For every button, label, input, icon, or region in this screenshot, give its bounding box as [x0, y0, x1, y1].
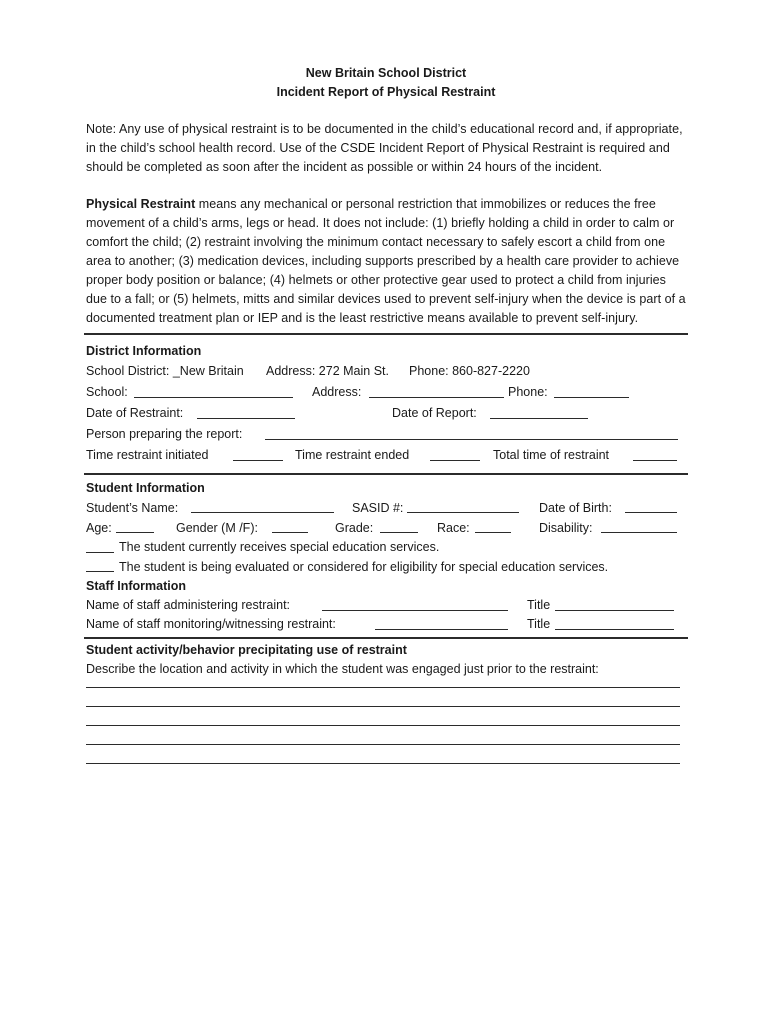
time-row [86, 445, 686, 466]
sped-eval-row [86, 557, 686, 577]
date-report-label: Date of Report: [392, 406, 477, 420]
activity-heading: Student activity/behavior precipitating use of restraint [86, 643, 407, 657]
activity-prompt: Describe the location and activity in which the student was engaged just prior to the restraint: [86, 662, 599, 676]
section-divider [84, 333, 688, 335]
preparer-field[interactable] [265, 426, 678, 440]
activity-answer-line[interactable] [86, 706, 680, 707]
district-heading: District Information [86, 344, 202, 358]
total-time-field[interactable] [633, 447, 677, 461]
school-row [86, 382, 686, 403]
sped-eval-checkbox[interactable] [86, 558, 114, 572]
staff-monitor-title-field[interactable] [555, 616, 674, 630]
activity-answer-line[interactable] [86, 725, 680, 726]
staff-admin-label: Name of staff administering restraint: [86, 598, 291, 612]
dob-field[interactable] [625, 499, 677, 513]
student-name-row [86, 498, 686, 518]
staff-heading: Staff Information [86, 579, 186, 593]
race-field[interactable] [475, 519, 511, 533]
note-paragraph: Note: Any use of physical restraint is to be documented in the child’s educational record and, if appropriate, in the child’s school health record. Use of the CSDE Incident Report of Physical Restraint is required and should be completed as soon after the incident as possible or within 24 hours of the incident. [86, 122, 683, 174]
activity-prompt-row [86, 660, 686, 679]
school-phone-field[interactable] [554, 384, 629, 398]
district-phone-label: Phone: 860-827-2220 [409, 364, 530, 378]
staff-monitor-row [86, 615, 686, 634]
sped-current-label: The student currently receives special education services. [119, 540, 440, 554]
total-time-label: Total time of restraint [493, 448, 610, 462]
form-page [86, 64, 686, 764]
section-divider [84, 473, 688, 475]
time-ended-field[interactable] [430, 447, 480, 461]
date-restraint-field[interactable] [197, 405, 295, 419]
activity-answer-line[interactable] [86, 744, 680, 745]
sped-current-row [86, 538, 686, 557]
demographics-row [86, 518, 686, 538]
race-label: Race: [437, 521, 470, 535]
definition-text: means any mechanical or personal restriction that immobilizes or reduces the free movement of a child’s arms, legs or head. It does not include: (1) briefly holding a child in order to calm or comfort the child; (2) restraint involving the minimum contact necessary to safely escort a child from one area to another; (3) medication devices, including supports prescribed by a health care provider to achieve proper body position or balance; (4) helmets or other protective gear used to protect a child from injuries due to a fall; or (5) helmets, mitts and similar devices used to prevent self-injury when the device is part of a documented treatment plan or IEP and is the least restrictive means available to prevent self-injury. [86, 197, 686, 325]
age-field[interactable] [116, 519, 154, 533]
gender-label: Gender (M /F): [176, 521, 258, 535]
school-phone-label: Phone: [508, 385, 548, 399]
disability-label: Disability: [539, 521, 593, 535]
time-initiated-label: Time restraint initiated [86, 448, 209, 462]
school-district-row [86, 361, 686, 382]
sasid-label: SASID #: [352, 501, 404, 515]
disability-field[interactable] [601, 519, 677, 533]
gender-field[interactable] [272, 519, 308, 533]
activity-answer-line[interactable] [86, 687, 680, 688]
school-field[interactable] [134, 384, 293, 398]
report-title: Incident Report of Physical Restraint [276, 85, 496, 99]
staff-monitor-title-label: Title [527, 617, 551, 631]
staff-admin-row [86, 596, 686, 615]
student-heading: Student Information [86, 481, 205, 495]
staff-admin-title-label: Title [527, 598, 551, 612]
definition-term: Physical Restraint [86, 197, 196, 211]
school-district-value: New Britain [179, 364, 244, 378]
time-ended-label: Time restraint ended [295, 448, 410, 462]
sasid-field[interactable] [407, 499, 519, 513]
date-report-field[interactable] [490, 405, 588, 419]
staff-admin-title-field[interactable] [555, 597, 674, 611]
activity-answer-line[interactable] [86, 763, 680, 764]
dob-label: Date of Birth: [539, 501, 612, 515]
time-initiated-field[interactable] [233, 447, 283, 461]
dates-row [86, 403, 686, 424]
grade-label: Grade: [335, 521, 374, 535]
school-label: School: [86, 385, 128, 399]
school-district-label: School District: _New Britain [86, 364, 244, 378]
grade-field[interactable] [380, 519, 418, 533]
date-restraint-label: Date of Restraint: [86, 406, 184, 420]
definition-paragraph [86, 195, 686, 328]
sped-current-checkbox[interactable] [86, 539, 114, 553]
school-address-label: Address: [312, 385, 362, 399]
preparer-row [86, 424, 686, 445]
preparer-label: Person preparing the report: [86, 427, 243, 441]
age-label: Age: [86, 521, 112, 535]
section-divider [84, 637, 688, 639]
district-title: New Britain School District [305, 66, 467, 80]
school-address-field[interactable] [369, 384, 504, 398]
staff-admin-field[interactable] [322, 597, 508, 611]
student-name-field[interactable] [191, 499, 334, 513]
sped-eval-label: The student is being evaluated or considered for eligibility for special education services. [119, 560, 609, 574]
staff-monitor-label: Name of staff monitoring/witnessing restraint: [86, 617, 336, 631]
student-name-label: Student’s Name: [86, 501, 179, 515]
staff-monitor-field[interactable] [375, 616, 508, 630]
district-address-label: Address: 272 Main St. [266, 364, 389, 378]
